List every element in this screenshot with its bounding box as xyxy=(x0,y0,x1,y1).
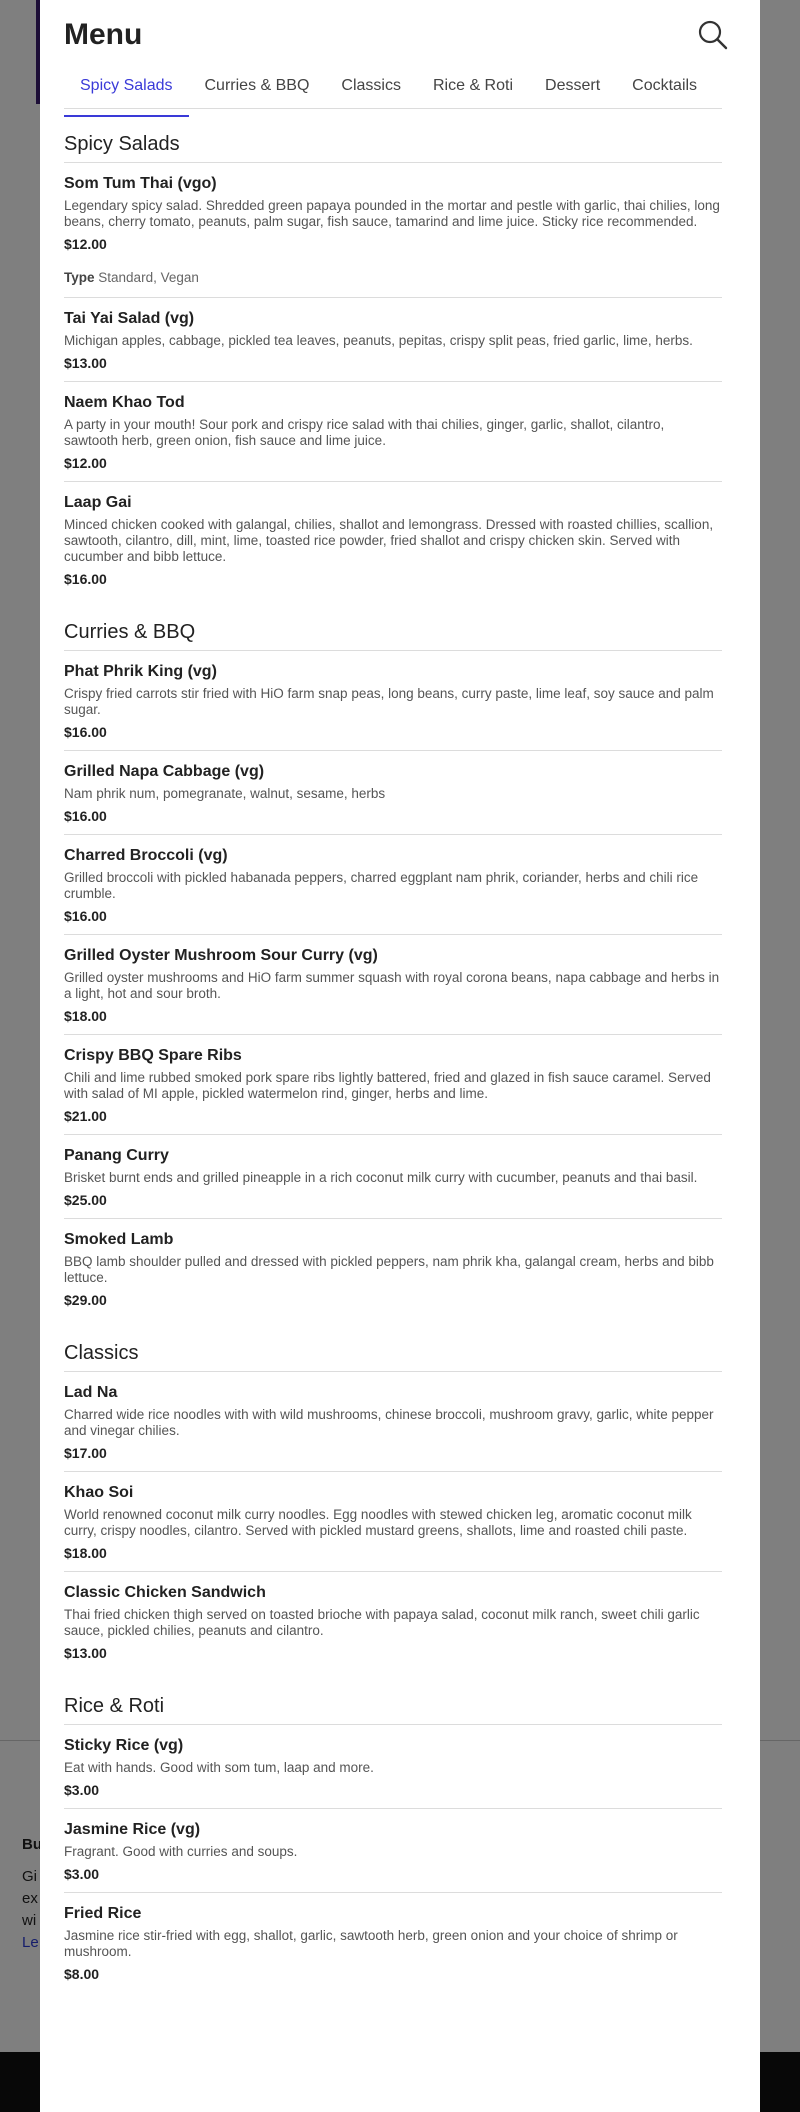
item-name: Khao Soi xyxy=(64,1484,134,1501)
menu-item[interactable] xyxy=(64,482,722,597)
search-button[interactable] xyxy=(696,18,730,52)
section-title: Rice & Roti xyxy=(64,1695,722,1725)
item-description: BBQ lamb shoulder pulled and dressed with pickled peppers, nam phrik kha, galangal cream, herbs and bibb lettuce. xyxy=(64,1254,714,1285)
item-type-label: Type xyxy=(64,270,95,285)
item-name: Charred Broccoli (vg) xyxy=(64,847,228,864)
section-rice-roti xyxy=(64,1671,722,1992)
item-price: $12.00 xyxy=(64,455,107,471)
item-description: Charred wide rice noodles with with wild mushrooms, chinese broccoli, mushroom gravy, garlic, white pepper and vinegar chilies. xyxy=(64,1407,714,1438)
item-name: Sticky Rice (vg) xyxy=(64,1737,184,1754)
item-description: Legendary spicy salad. Shredded green papaya pounded in the mortar and pestle with garlic, thai chilies, long beans, cherry tomato, peanuts, palm sugar, fish sauce, tamarind and lime juice. Sticky rice recommended. xyxy=(64,198,720,229)
item-description: A party in your mouth! Sour pork and crispy rice salad with thai chilies, ginger, garlic, shallot, cilantro, sawtooth herb, green onion, fish sauce and lime juice. xyxy=(64,417,665,448)
item-name: Fried Rice xyxy=(64,1905,142,1922)
tab-cocktails[interactable]: Cocktails xyxy=(632,77,698,94)
item-description: Grilled broccoli with pickled habanada peppers, charred eggplant nam phrik, coriander, herbs and chili rice crumble. xyxy=(64,870,699,901)
menu-modal xyxy=(40,0,760,2112)
item-type-value: Standard, Vegan xyxy=(98,270,199,285)
menu-item[interactable] xyxy=(64,163,722,298)
item-name: Laap Gai xyxy=(64,494,132,511)
item-price: $16.00 xyxy=(64,724,107,740)
tab-classics[interactable]: Classics xyxy=(341,77,401,94)
menu-item[interactable] xyxy=(64,1035,722,1135)
item-price: $3.00 xyxy=(64,1866,100,1882)
item-name: Naem Khao Tod xyxy=(64,394,185,411)
menu-item[interactable] xyxy=(64,1372,722,1472)
section-curries-bbq xyxy=(64,597,722,1318)
section-spicy-salads xyxy=(64,109,722,597)
item-description: Jasmine rice stir-fried with egg, shallot, garlic, sawtooth herb, green onion and your choice of shrimp or mushroom. xyxy=(64,1928,678,1959)
item-description: Thai fried chicken thigh served on toasted brioche with papaya salad, coconut milk ranch, sweet chili garlic sauce, pickled chilies, peanuts and cilantro. xyxy=(64,1607,700,1638)
menu-item[interactable] xyxy=(64,751,722,835)
tab-dessert[interactable]: Dessert xyxy=(545,77,601,94)
item-price: $3.00 xyxy=(64,1782,100,1798)
item-name: Som Tum Thai (vgo) xyxy=(64,175,217,192)
item-price: $16.00 xyxy=(64,808,107,824)
menu-item[interactable] xyxy=(64,1135,722,1219)
item-description: Fragrant. Good with curries and soups. xyxy=(64,1844,298,1859)
item-description: Michigan apples, cabbage, pickled tea leaves, peanuts, pepitas, crispy split peas, fried garlic, lime, herbs. xyxy=(64,333,693,348)
item-price: $16.00 xyxy=(64,908,107,924)
item-name: Jasmine Rice (vg) xyxy=(64,1821,201,1838)
item-name: Grilled Oyster Mushroom Sour Curry (vg) xyxy=(64,947,378,964)
section-title: Spicy Salads xyxy=(64,133,722,163)
item-price: $13.00 xyxy=(64,355,107,371)
item-price: $18.00 xyxy=(64,1008,107,1024)
menu-item[interactable] xyxy=(64,1472,722,1572)
item-description: Eat with hands. Good with som tum, laap and more. xyxy=(64,1760,374,1775)
search-icon xyxy=(696,18,730,52)
menu-item[interactable] xyxy=(64,935,722,1035)
section-title: Curries & BBQ xyxy=(64,621,722,651)
item-price: $25.00 xyxy=(64,1192,107,1208)
tab-curries-bbq[interactable]: Curries & BBQ xyxy=(204,77,310,94)
item-price: $16.00 xyxy=(64,571,107,587)
section-classics xyxy=(64,1318,722,1671)
item-name: Smoked Lamb xyxy=(64,1231,174,1248)
menu-item[interactable] xyxy=(64,1893,722,1992)
item-name: Tai Yai Salad (vg) xyxy=(64,310,195,327)
item-price: $8.00 xyxy=(64,1966,100,1982)
item-name: Lad Na xyxy=(64,1384,118,1401)
menu-header xyxy=(64,0,722,72)
item-name: Panang Curry xyxy=(64,1147,169,1164)
menu-title: Menu xyxy=(64,18,143,51)
item-description: Minced chicken cooked with galangal, chilies, shallot and lemongrass. Dressed with roasted chillies, scallion, sawtooth, cilantro, dill, mint, lime, toasted rice powder, fried shallot and crispy chicken skin. Served with cucumber and bibb lettuce. xyxy=(64,517,714,564)
item-name: Classic Chicken Sandwich xyxy=(64,1584,266,1601)
item-description: World renowned coconut milk curry noodles. Egg noodles with stewed chicken leg, aromatic coconut milk curry, crispy noodles, cilantro. Served with pickled mustard greens, shallots, lime and roasted chili paste. xyxy=(64,1507,692,1538)
menu-tabs xyxy=(64,72,722,109)
item-description: Crispy fried carrots stir fried with HiO farm snap peas, long beans, curry paste, lime leaf, soy sauce and palm sugar. xyxy=(64,686,714,717)
menu-item[interactable] xyxy=(64,1219,722,1318)
item-description: Chili and lime rubbed smoked pork spare ribs lightly battered, fried and glazed in fish sauce caramel. Served with salad of MI apple, pickled watermelon rind, ginger, herbs and lime. xyxy=(64,1070,711,1101)
menu-item[interactable] xyxy=(64,382,722,482)
menu-content xyxy=(64,0,722,1992)
item-price: $29.00 xyxy=(64,1292,107,1308)
tab-spicy-salads[interactable]: Spicy Salads xyxy=(64,72,189,108)
item-price: $12.00 xyxy=(64,236,107,252)
item-price: $13.00 xyxy=(64,1645,107,1661)
menu-item[interactable] xyxy=(64,835,722,935)
menu-item[interactable] xyxy=(64,1725,722,1809)
menu-item[interactable] xyxy=(64,298,722,382)
tab-rice-roti[interactable]: Rice & Roti xyxy=(432,77,514,94)
item-description: Nam phrik num, pomegranate, walnut, sesame, herbs xyxy=(64,786,386,801)
item-price: $18.00 xyxy=(64,1545,107,1561)
menu-item[interactable] xyxy=(64,1572,722,1671)
item-name: Grilled Napa Cabbage (vg) xyxy=(64,763,265,780)
menu-item[interactable] xyxy=(64,651,722,751)
item-price: $21.00 xyxy=(64,1108,107,1124)
item-description: Brisket burnt ends and grilled pineapple in a rich coconut milk curry with cucumber, peanuts and thai basil. xyxy=(64,1170,698,1185)
item-name: Crispy BBQ Spare Ribs xyxy=(64,1047,242,1064)
item-description: Grilled oyster mushrooms and HiO farm summer squash with royal corona beans, napa cabbage and herbs in a light, hot and sour broth. xyxy=(64,970,720,1001)
menu-item[interactable] xyxy=(64,1809,722,1893)
item-name: Phat Phrik King (vg) xyxy=(64,663,217,680)
section-title: Classics xyxy=(64,1342,722,1372)
item-type xyxy=(64,270,722,285)
item-price: $17.00 xyxy=(64,1445,107,1461)
